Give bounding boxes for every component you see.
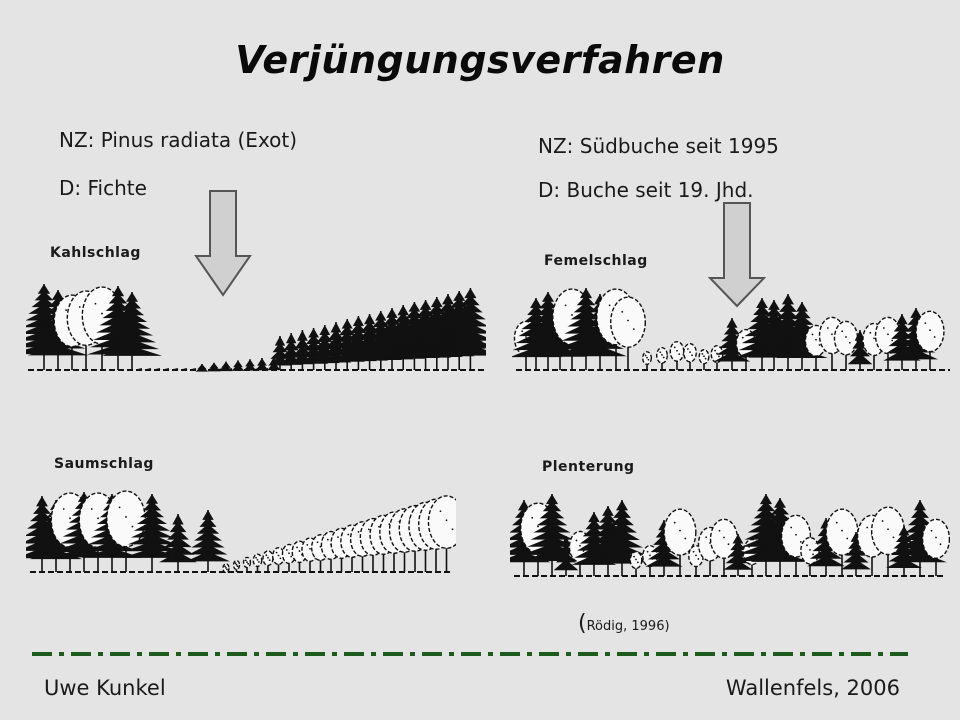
broadleaf-tree: [630, 552, 642, 576]
broadleaf-tree: [428, 496, 456, 572]
slide-title: Verjüngungsverfahren: [235, 38, 725, 82]
femelschlag-label: Femelschlag: [544, 253, 648, 269]
citation: [578, 611, 670, 636]
conifer-tree: [196, 364, 209, 372]
plenterung-label: Plenterung: [542, 459, 635, 475]
broadleaf-tree: [699, 350, 709, 370]
broadleaf-tree: [670, 342, 683, 370]
broadleaf-tree: [643, 352, 652, 370]
broadleaf-tree: [923, 519, 950, 576]
saumschlag-label: Saumschlag: [54, 456, 154, 472]
conifer-tree: [219, 362, 232, 372]
down-arrow-icon: [194, 190, 252, 298]
broadleaf-tree: [684, 344, 696, 370]
kahlschlag-label: Kahlschlag: [50, 245, 141, 261]
broadleaf-tree: [244, 557, 251, 572]
broadleaf-tree: [253, 554, 261, 572]
conifer-tree: [231, 360, 244, 370]
conifer-tree: [243, 359, 256, 370]
broadleaf-tree: [657, 348, 668, 370]
right-nz-note: NZ: Südbuche seit 1995: [538, 134, 779, 158]
left-nz-note: NZ: Pinus radiata (Exot): [59, 128, 298, 152]
down-arrow-icon: [708, 202, 766, 308]
broadleaf-tree: [223, 564, 229, 573]
conifer-tree: [208, 363, 221, 372]
citation-text: Rödig, 1996): [586, 619, 670, 634]
footer-place-year: Wallenfels, 2006: [725, 676, 900, 700]
citation-paren: (: [578, 611, 587, 636]
dashed-divider: [32, 650, 908, 658]
broadleaf-tree: [234, 561, 240, 572]
broadleaf-tree: [263, 551, 273, 572]
conifer-tree: [255, 358, 268, 370]
broadleaf-tree: [916, 311, 944, 370]
left-d-note: D: Fichte: [59, 176, 147, 200]
conifer-tree: [186, 510, 230, 572]
footer-author: Uwe Kunkel: [44, 676, 166, 700]
right-d-note: D: Buche seit 19. Jhd.: [538, 178, 754, 202]
